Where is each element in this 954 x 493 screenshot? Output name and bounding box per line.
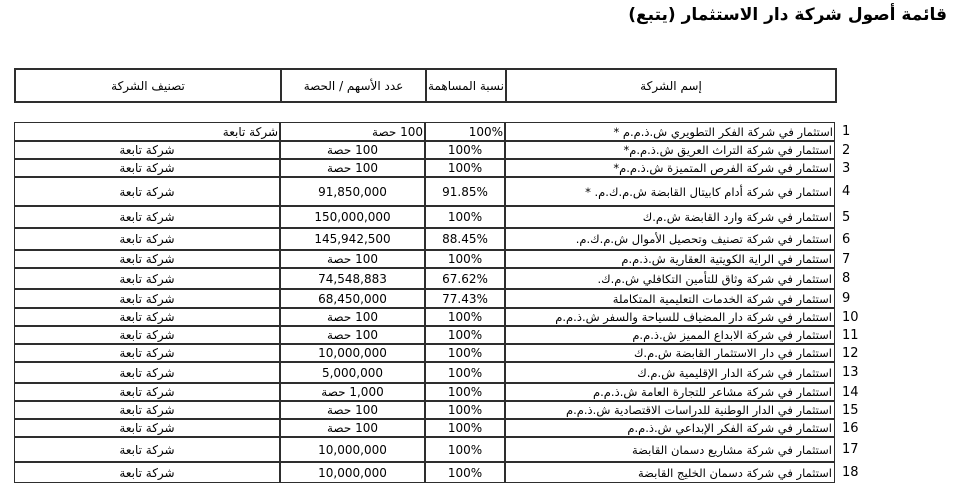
company-name-cell: استثمار في شركة الفرص المتميزة ش.ذ.م.م* <box>505 159 835 177</box>
classification-cell: شركة تابعة <box>14 308 280 326</box>
header-row <box>15 69 836 102</box>
row-number: 5 <box>842 209 851 225</box>
shares-cell: 91,850,000 <box>280 177 425 206</box>
shares-cell: 150,000,000 <box>280 206 425 228</box>
shares-cell: 100 حصة <box>280 141 425 159</box>
company-name-cell: استثمار في شركة وارد القابضة ش.م.ك <box>505 206 835 228</box>
table-row <box>14 462 863 483</box>
percentage-cell: 100% <box>425 362 505 383</box>
header-percentage: نسبة المساهمة <box>426 69 506 102</box>
company-name-cell: استثمار في شركة دسمان الخليج القابضة <box>505 462 835 483</box>
shares-cell: 10,000,000 <box>280 344 425 362</box>
company-name-cell: استثمار في شركة تصنيف وتحصيل الأموال ش.م.ك.م. <box>505 228 835 250</box>
classification-cell: شركة تابعة <box>14 177 280 206</box>
company-name-cell: استثمار في شركة الفكر الإبداعي ش.ذ.م.م <box>505 419 835 437</box>
row-number: 18 <box>842 465 859 480</box>
percentage-cell: 100% <box>425 250 505 268</box>
shares-cell: 100 حصة <box>280 419 425 437</box>
row-number: 13 <box>842 365 859 380</box>
row-number: 17 <box>842 442 859 457</box>
row-number: 15 <box>842 402 859 418</box>
percentage-cell: 100% <box>425 308 505 326</box>
shares-cell: 1,000 حصة <box>280 383 425 401</box>
percentage-cell: 100% <box>425 401 505 419</box>
company-name-cell: استثمار في الراية الكويتية العقارية ش.ذ.م.م <box>505 250 835 268</box>
classification-cell: شركة تابعة <box>14 122 280 141</box>
shares-cell: 100 حصة <box>280 250 425 268</box>
table-row <box>14 401 863 419</box>
classification-cell: شركة تابعة <box>14 268 280 289</box>
assets-table <box>14 122 863 483</box>
table-row <box>14 326 863 344</box>
company-name-cell: استثمار في شركة أدام كابيتال القابضة ش.م.ك.م. * <box>505 177 835 206</box>
shares-cell: 10,000,000 <box>280 437 425 462</box>
classification-cell: شركة تابعة <box>14 228 280 250</box>
company-name-cell: استثمار في شركة دار المضياف للسياحة والسفر ش.ذ.م.م <box>505 308 835 326</box>
classification-cell: شركة تابعة <box>14 206 280 228</box>
table-row <box>14 141 863 159</box>
percentage-cell: 100% <box>425 344 505 362</box>
percentage-cell: 88.45% <box>425 228 505 250</box>
shares-cell: 100 حصة <box>280 308 425 326</box>
table-row <box>14 268 863 289</box>
classification-cell: شركة تابعة <box>14 326 280 344</box>
classification-cell: شركة تابعة <box>14 383 280 401</box>
row-number: 3 <box>842 160 851 176</box>
table-row <box>14 159 863 177</box>
classification-cell: شركة تابعة <box>14 401 280 419</box>
classification-cell: شركة تابعة <box>14 362 280 383</box>
row-number: 4 <box>842 184 851 199</box>
table-row <box>14 308 863 326</box>
table-row <box>14 383 863 401</box>
percentage-cell: 100% <box>425 326 505 344</box>
row-number: 9 <box>842 291 851 306</box>
classification-cell: شركة تابعة <box>14 462 280 483</box>
table-row <box>14 362 863 383</box>
classification-cell: شركة تابعة <box>14 344 280 362</box>
percentage-cell: 100% <box>425 437 505 462</box>
table-row <box>14 228 863 250</box>
row-number: 14 <box>842 384 859 400</box>
row-number: 2 <box>842 142 851 158</box>
header-classification: تصنيف الشركة <box>15 69 281 102</box>
table-row <box>14 344 863 362</box>
company-name-cell: استثمار في دار الاستثمار القابضة ش.م.ك <box>505 344 835 362</box>
row-number: 12 <box>842 345 859 361</box>
company-name-cell: استثمار في شركة مشاريع دسمان القابضة <box>505 437 835 462</box>
percentage-cell: 100% <box>425 383 505 401</box>
percentage-cell: 100% <box>425 159 505 177</box>
shares-cell: 100 حصة <box>280 122 425 141</box>
row-number: 16 <box>842 420 859 436</box>
classification-cell: شركة تابعة <box>14 419 280 437</box>
company-name-cell: استثمار في شركة التراث العريق ش.ذ.م.م* <box>505 141 835 159</box>
percentage-cell: 100% <box>425 419 505 437</box>
company-name-cell: استثمار في شركة الخدمات التعليمية المتكاملة <box>505 289 835 308</box>
header-company-name: إسم الشركة <box>506 69 836 102</box>
company-name-cell: استثمار في شركة الدار الإقليمية ش.م.ك <box>505 362 835 383</box>
shares-cell: 100 حصة <box>280 401 425 419</box>
row-number: 7 <box>842 251 851 267</box>
shares-cell: 100 حصة <box>280 159 425 177</box>
company-name-cell: استثمار في شركة مشاعر للتجارة العامة ش.ذ.م.م <box>505 383 835 401</box>
shares-cell: 100 حصة <box>280 326 425 344</box>
classification-cell: شركة تابعة <box>14 289 280 308</box>
company-name-cell: استثمار في شركة وثاق للتأمين التكافلي ش.م.ك. <box>505 268 835 289</box>
table-row <box>14 177 863 206</box>
shares-cell: 10,000,000 <box>280 462 425 483</box>
table-row <box>14 289 863 308</box>
page-title: قائمة أصول شركة دار الاستثمار (يتبع) <box>628 5 947 25</box>
shares-cell: 68,450,000 <box>280 289 425 308</box>
company-name-cell: استثمار في الدار الوطنية للدراسات الاقتصادية ش.ذ.م.م <box>505 401 835 419</box>
percentage-cell: 67.62% <box>425 268 505 289</box>
shares-cell: 145,942,500 <box>280 228 425 250</box>
percentage-cell: 100% <box>425 462 505 483</box>
shares-cell: 5,000,000 <box>280 362 425 383</box>
row-number: 10 <box>842 309 859 325</box>
assets-table-header <box>14 68 837 103</box>
classification-cell: شركة تابعة <box>14 437 280 462</box>
percentage-cell: 100% <box>425 122 505 141</box>
row-number: 11 <box>842 327 859 343</box>
row-number: 8 <box>842 271 851 286</box>
percentage-cell: 100% <box>425 206 505 228</box>
classification-cell: شركة تابعة <box>14 141 280 159</box>
classification-cell: شركة تابعة <box>14 250 280 268</box>
table-row <box>14 437 863 462</box>
company-name-cell: استثمار في شركة الفكر التطويري ش.ذ.م.م * <box>505 122 835 141</box>
percentage-cell: 91.85% <box>425 177 505 206</box>
row-number: 1 <box>842 124 851 139</box>
table-row <box>14 250 863 268</box>
header-shares: عدد الأسهم / الحصة <box>281 69 426 102</box>
row-number: 6 <box>842 231 851 247</box>
percentage-cell: 77.43% <box>425 289 505 308</box>
classification-cell: شركة تابعة <box>14 159 280 177</box>
table-row <box>14 122 863 141</box>
company-name-cell: استثمار في شركة الابداع المميز ش.ذ.م.م <box>505 326 835 344</box>
percentage-cell: 100% <box>425 141 505 159</box>
table-row <box>14 419 863 437</box>
shares-cell: 74,548,883 <box>280 268 425 289</box>
table-row <box>14 206 863 228</box>
